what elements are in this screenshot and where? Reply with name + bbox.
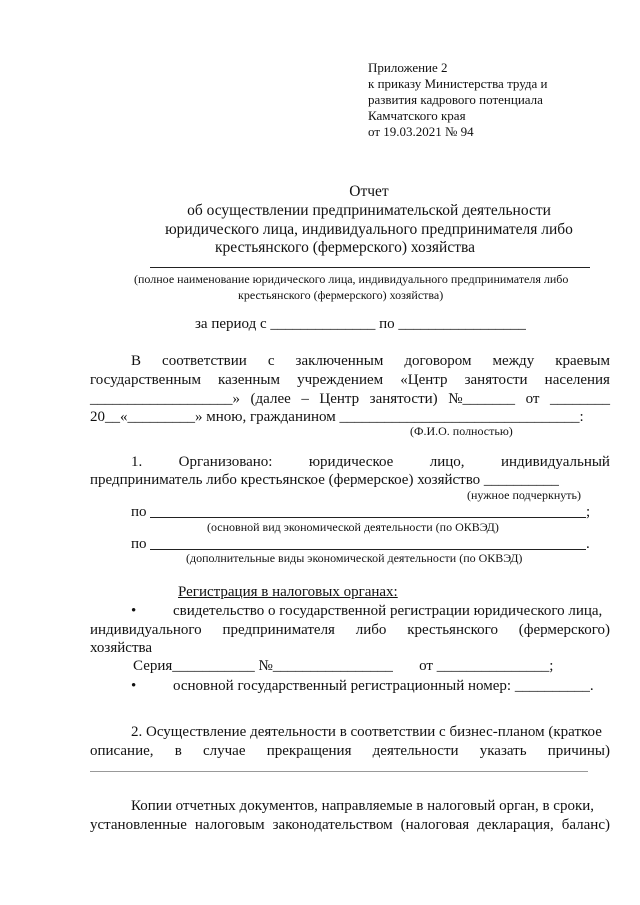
word: налоговым	[194, 817, 265, 833]
word: краевым	[555, 353, 610, 369]
word: либо	[355, 622, 387, 638]
word: №_______	[448, 391, 516, 407]
word: занятости)	[369, 391, 438, 407]
word: –	[301, 391, 309, 407]
appendix-line-2: к приказу Министерства труда и	[368, 76, 548, 91]
okved-hint: (основной вид экономической деятельности (по ОКВЭД)	[207, 520, 499, 534]
word: в	[174, 743, 182, 759]
contract-line-3	[90, 390, 610, 409]
word: с	[267, 353, 275, 369]
po-end-1: ;	[586, 504, 591, 520]
word: 1.	[131, 454, 143, 470]
word: казенным	[218, 372, 280, 388]
word: установленные	[90, 817, 187, 833]
copies-line-2	[90, 816, 610, 835]
certificate-line-2	[90, 621, 610, 640]
section1-line-1	[131, 453, 610, 472]
section1-line-2: предприниматель либо крестьянское (фермерское) хозяйство __________	[90, 472, 559, 488]
certificate-line-1: свидетельство о государственной регистрации юридического лица,	[173, 603, 603, 619]
word: (фермерского)	[518, 622, 610, 638]
word: Организовано:	[178, 454, 273, 470]
word: ________	[549, 391, 610, 407]
word: договором	[404, 353, 472, 369]
word: прекращения	[266, 743, 352, 759]
word: описание,	[90, 743, 154, 759]
bullet-2: •	[131, 678, 137, 694]
word: «Центр	[400, 372, 448, 388]
section2-line-1: 2. Осуществление деятельности в соответствии с бизнес-планом (краткое	[131, 724, 602, 740]
word: между	[492, 353, 535, 369]
okved-main-field[interactable]	[150, 517, 586, 518]
po-label-1: по	[131, 504, 147, 520]
bullet-1: •	[131, 603, 137, 619]
ogrn-line: основной государственный регистрационный номер: __________.	[173, 678, 594, 694]
contract-line-4: 20__«_________» мною, гражданином ________________________________:	[90, 409, 584, 425]
word: В	[131, 353, 142, 369]
word: деятельности	[372, 743, 459, 759]
word: законодательством	[272, 817, 393, 833]
word: декларация,	[477, 817, 554, 833]
appendix-line-5: от 19.03.2021 № 94	[368, 124, 474, 139]
title-heading: Отчет	[349, 183, 389, 200]
contract-line-1	[131, 352, 610, 371]
po-end-2: .	[586, 536, 590, 552]
word: соответствии	[162, 353, 247, 369]
word: указать	[479, 743, 527, 759]
title-line-1: об осуществлении предпринимательской деятельности	[187, 202, 551, 219]
word: случае	[202, 743, 246, 759]
underline-hint: (нужное подчеркнуть)	[467, 488, 581, 502]
period-line: за период с ______________ по _________________	[195, 316, 526, 332]
fio-hint: (Ф.И.О. полностью)	[410, 424, 513, 438]
word: Центр	[319, 391, 360, 407]
okved-extra-hint: (дополнительные виды экономической деятельности (по ОКВЭД)	[186, 551, 523, 565]
section2-line-2	[90, 742, 610, 761]
appendix-line-4: Камчатского края	[368, 108, 466, 123]
name-hint-line-1: (полное наименование юридического лица, индивидуального предпринимателя либо	[134, 272, 569, 286]
appendix-line-3: развития кадрового потенциала	[368, 92, 543, 107]
word: индивидуального	[90, 622, 202, 638]
name-hint-line-2: крестьянского (фермерского) хозяйства)	[238, 288, 444, 302]
word: юридическое	[308, 454, 394, 470]
word: государственным	[90, 372, 201, 388]
word: от	[525, 391, 540, 407]
full-name-field[interactable]	[150, 267, 590, 268]
okved-extra-field[interactable]	[150, 549, 586, 550]
word: лицо,	[429, 454, 465, 470]
title-line-3: крестьянского (фермерского) хозяйства	[215, 239, 475, 256]
word: индивидуальный	[500, 454, 610, 470]
word: крестьянского	[407, 622, 498, 638]
word: баланс)	[561, 817, 610, 833]
po-label-2: по	[131, 536, 147, 552]
word: учреждением	[297, 372, 384, 388]
word: заключенным	[295, 353, 384, 369]
copies-line-1: Копии отчетных документов, направляемые в налоговый орган, в сроки,	[131, 798, 595, 814]
word: населения	[544, 372, 610, 388]
word: ___________________»	[90, 391, 240, 407]
appendix-line-1: Приложение 2	[368, 60, 448, 75]
certificate-line-3: хозяйства	[90, 640, 153, 656]
registration-heading: Регистрация в налоговых органах:	[178, 584, 398, 600]
word: (налоговая	[400, 817, 470, 833]
word: (далее	[250, 391, 291, 407]
word: предпринимателя	[222, 622, 335, 638]
word: причины)	[547, 743, 610, 759]
contract-line-2	[90, 371, 610, 390]
word: занятости	[464, 372, 528, 388]
series-number-line: Серия___________ №________________ от _______________;	[133, 658, 554, 674]
description-field[interactable]	[90, 771, 588, 772]
title-line-2: юридического лица, индивидуального предпринимателя либо	[165, 221, 573, 238]
